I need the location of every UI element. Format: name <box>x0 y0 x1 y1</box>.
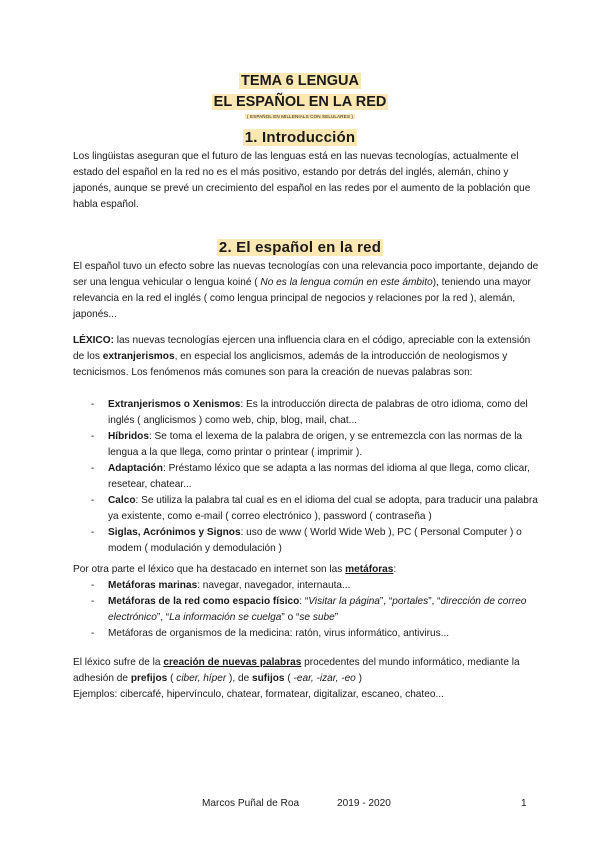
lexico-paragraph: LÉXICO: las nuevas tecnologías ejercen una influencia clara en el código, apreciable con la extensión de los extranjerismos, en especial los anglicismos, además de la introducción de neologismos y tecnicismos. Los fenómenos más comunes son para la creación de nuevas palabras son: <box>73 335 531 378</box>
document-title-line1: TEMA 6 LENGUA <box>241 73 359 89</box>
list-item: - Extranjerismos o Xenismos: Es la introducción directa de palabras de otro idioma, como del inglés ( anglicismos ) como web, chip, blog, mail, chat... <box>73 397 543 429</box>
list-item: - Calco: Se utiliza la palabra tal cual es en el idioma del cual se adopta, para traducir una palabra ya existente, como e-mail ( correo electrónico ), password ( contraseña ) <box>73 493 543 525</box>
footer-years: 2019 - 2020 <box>337 798 391 809</box>
list-item: - Adaptación: Préstamo léxico que se adapta a las normas del idioma al que llega, como clicar, resetear, chatear... <box>73 461 543 493</box>
list-item: - Metáforas marinas: navegar, navegador, internauta... <box>73 578 543 594</box>
section2-intro: El español tuvo un efecto sobre las nuevas tecnologías con una relevancia poco importante, dejando de ser una lengua vehicular o lengua koiné ( No es la lengua común en este ámbito), teniendo una mayor relevancia en la red el inglés ( como lengua principal de negocios y relaciones por la red ), alemán, japonés... <box>73 261 539 320</box>
document-title-line2: EL ESPAÑOL EN LA RED <box>213 94 387 110</box>
phenomena-list <box>73 397 543 557</box>
list-item: - Híbridos: Se toma el lexema de la palabra de origen, y se entremezcla con las normas de la lengua a la que llega, como printar o printear ( imprimir ). <box>73 429 543 461</box>
section1-paragraph: Los lingüistas aseguran que el futuro de las lenguas está en las nuevas tecnologías, actualmente el estado del español en la red no es el más positivo, estando por detrás del inglés, alemán, chino y japonés, aunque se prevé un crecimiento del español en las redes por el aumento de la población que habla español. <box>73 151 531 210</box>
list-item: - Siglas, Acrónimos y Signos: uso de www ( World Wide Web ), PC ( Personal Computer ) o modem ( modulación y demodulación ) <box>73 525 543 557</box>
creation-paragraph: El léxico sufre de la creación de nuevas palabras procedentes del mundo informático, mediante la adhesión de prefijos ( ciber, híper ), de sufijos ( -ear, -izar, -eo ) Ejemplos: cibercafé, hipervínculo, chatear, formatear, digitalizar, escaneo, chateo... <box>73 657 520 700</box>
section1-heading: 1. Introducción <box>244 129 356 146</box>
list-item: - Metáforas de la red como espacio físico: “Visitar la página”, “portales”, “dirección de correo electrónico”, “La información se cuelga” o “se sube” <box>73 594 543 626</box>
metaphors-section: Por otra parte el léxico que ha destacado en internet son las metáforas: - Metáforas marinas: navegar, navegador, internauta... - Metáforas de la red como espacio físico: “Visitar la página”, “portales”, “dirección de correo electrónico”, “La información se cuelga” o “se sube” - Metáforas de organismos de la medicina: ratón, virus informático, antivirus... <box>73 562 543 642</box>
footer-page-number: 1 <box>521 798 527 809</box>
footer-author: Marcos Puñal de Roa <box>202 798 300 809</box>
list-item: - Metáforas de organismos de la medicina: ratón, virus informático, antivirus... <box>73 626 543 642</box>
document-subtitle: ( ESPAÑOL EN MILLENIALS CON SELULARES ) <box>246 114 353 119</box>
section2-heading: 2. El español en la red <box>218 239 382 256</box>
